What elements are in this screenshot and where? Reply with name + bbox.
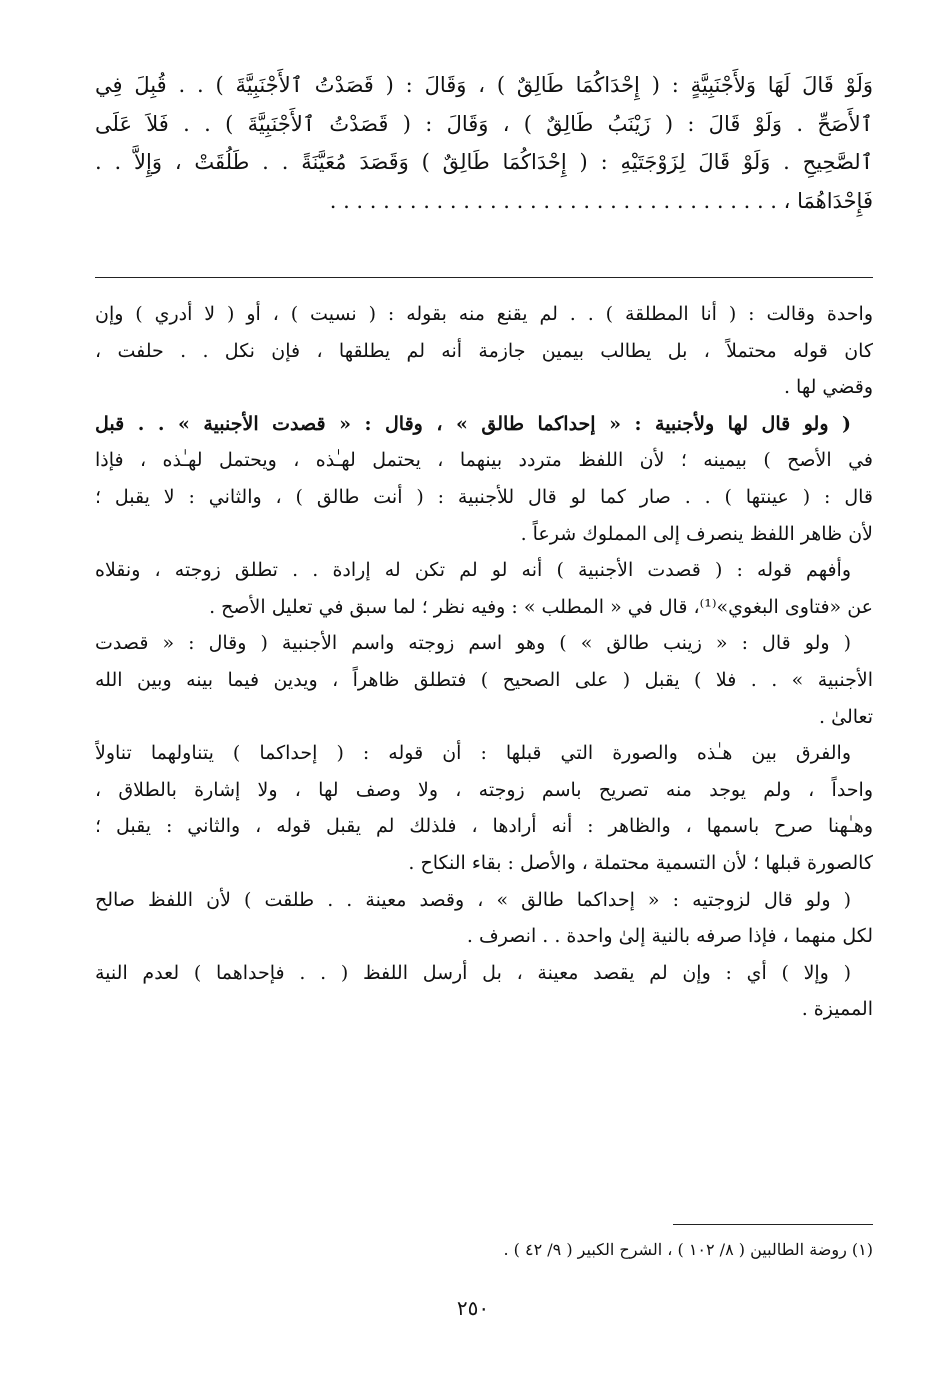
sharh-line: وأفهم قوله : ( قصدت الأجنبية ) أنه لو لم تكن له إرادة . . تطلق زوجته ، ونقلاه [95,559,851,582]
sharh-paragraph [95,406,873,552]
sharh-line: واحداً ، ولم يوجد منه تصريح باسم زوجته ، ولا وصف لها ، ولا إشارة بالطلاق ، [95,778,873,801]
sharh-line: كان قوله محتملاً ، بل يطالب بيمين جازمة أنه لم يطلقها ، فإن نكل . . حلفت ، [95,339,873,362]
sharh-paragraph [95,296,873,406]
footnote: (١) روضة الطالبين ( ٨/ ١٠٢ ) ، الشرح الكبير ( ٩/ ٤٢ ) . [503,1240,873,1259]
matn-line: ٱلأَصَحِّ . وَلَوْ قَالَ : ( زَيْنَبُ طَالِقٌ ) ، وَقَالَ : ( قَصَدْتُ ٱلأَجْنَبِيَّةَ ) . . فَلاَ عَلَى [95,111,873,136]
sharh-line: عن «فتاوى البغوي»⁽¹⁾، قال في « المطلب » : وفيه نظر ؛ لما سبق في تعليل الأصح . [209,595,873,618]
sharh-line: والفرق بين هـٰذه والصورة التي قبلها : أن قوله : ( إحداكما ) يتناولهما تناولاً [95,742,851,765]
sharh-line: ( ولو قال لزوجتيه : « إحداكما طالق » ، وقصد معينة . . طلقت ) لأن اللفظ صالح [95,888,851,911]
matn-line: فَإِحْدَاهُمَا ، . . . . . . . . . . . . . . . . . . . . . . . . . . . . . . . . . . [329,188,873,213]
sharh-line: المميزة . [801,998,873,1021]
matn-block [95,66,873,220]
separator-rule [95,277,873,278]
sharh-paragraph [95,625,873,735]
sharh-line: ( ولو قال لها ولأجنبية : « إحداكما طالق » ، وقال : « قصدت الأجنبية » . . قبل [95,412,851,435]
sharh-line: لأن ظاهر اللفظ ينصرف إلى المملوك شرعاً . [520,522,873,545]
page-number: ٢٥٠ [456,1296,490,1320]
sharh-line: واحدة وقالت : ( أنا المطلقة ) . . لم يقنع منه بقوله : ( نسيت ) ، أو ( لا أدري ) وإن [95,303,873,325]
sharh-paragraph [95,955,873,1028]
sharh-line: الأجنبية » . . فلا ) يقبل ( على الصحيح ) فتطلق ظاهراً ، ويدين فيما بينه وبين الله [95,668,873,691]
footnote-rule [673,1224,873,1225]
sharh-line: ( ولو قال : « زينب طالق » ) وهو اسم زوجته واسم الأجنبية ( وقال : « قصدت [95,632,851,655]
sharh-line: لكل منهما ، فإذا صرفه بالنية إلىٰ واحدة . . انصرف . [466,925,873,948]
sharh-line: كالصورة قبلها ؛ لأن التسمية محتملة ، والأصل : بقاء النكاح . [408,851,873,874]
sharh-line: تعالىٰ . [819,705,873,728]
sharh-paragraph [95,882,873,955]
sharh-commentary [95,296,873,1028]
sharh-paragraph [95,552,873,625]
sharh-line: وهـٰهنا صرح باسمها ، والظاهر : أنه أرادها ، فلذلك لم يقبل قوله ، والثاني : يقبل ؛ [95,815,873,838]
sharh-line: قال : ( عينتها ) . . صار كما لو قال للأجنبية : ( أنت طالق ) ، والثاني : لا يقبل ؛ [95,485,873,508]
sharh-line: ( وإلا ) أي : وإن لم يقصد معينة ، بل أرسل اللفظ ( . . فإحداهما ) لعدم النية [95,961,851,984]
sharh-paragraph [95,735,873,881]
matn-text [95,66,873,220]
sharh-line: وقضي لها . [783,376,873,399]
sharh-line: في الأصح ) بيمينه ؛ لأن اللفظ متردد بينهما ، يحتمل لهـٰذه ، ويحتمل لهـٰذه ، فإذا [95,449,873,472]
matn-line: ٱلصَّحِيحِ . وَلَوْ قَالَ لِزَوْجَتَيْهِ : ( إِحْدَاكُمَا طَالِقٌ ) وَقَصَدَ مُعَيَّنَةً . . طَلُقَتْ ، وَإِلاَّ . . [95,150,873,174]
matn-line: وَلَوْ قَالَ لَهَا وَلأَجْنَبِيَّةٍ : ( إِحْدَاكُمَا طَالِقٌ ) ، وَقَالَ : ( قَصَدْتُ ٱلأَجْنَبِيَّةَ ) . . قُبِلَ فِي [95,73,873,97]
